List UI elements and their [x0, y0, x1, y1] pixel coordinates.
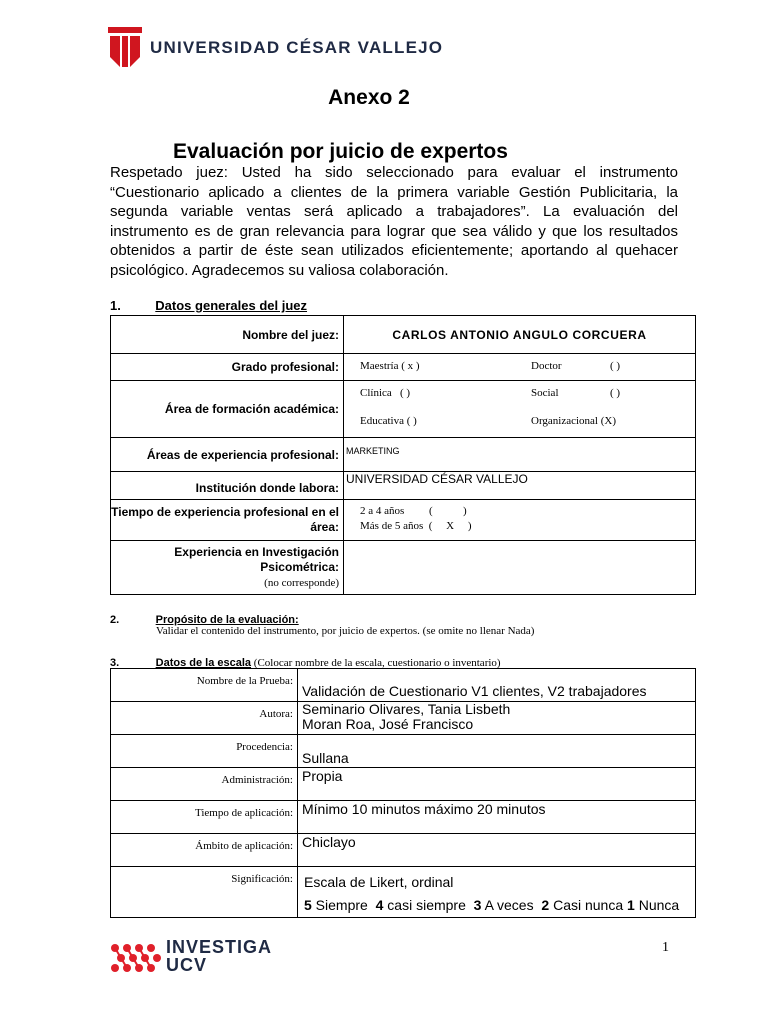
- research-experience-label: Experiencia en Investigación Psicométrica: (no corresponde): [111, 541, 344, 595]
- judge-name-label: Nombre del juez:: [111, 316, 344, 354]
- likert-scale: 5 Siempre 4 casi siempre 3 A veces 2 Casi nunca 1 Nunca: [304, 897, 680, 913]
- institution-value: UNIVERSIDAD CÉSAR VALLEJO: [344, 472, 696, 500]
- area-label: Área de formación académica:: [111, 381, 344, 438]
- main-title: Evaluación por juicio de expertos: [173, 140, 508, 163]
- judge-name-value: CARLOS ANTONIO ANGULO CORCUERA: [344, 316, 696, 354]
- application-time-label: Tiempo de aplicación:: [111, 801, 298, 834]
- grade-options: Maestría ( x ) Doctor ( ): [344, 354, 696, 381]
- section2-heading: 2. Propósito de la evaluación:: [110, 614, 299, 626]
- investiga-logo-text: INVESTIGA UCV: [166, 937, 273, 975]
- institution-label: Institución donde labora:: [111, 472, 344, 500]
- section1-heading: 1. Datos generales del juez: [110, 298, 308, 313]
- significance-value: Escala de Likert, ordinal 5 Siempre 4 casi siempre 3 A veces 2 Casi nunca 1 Nunca: [298, 867, 696, 918]
- application-scope-value: Chiclayo: [298, 834, 696, 867]
- author-label: Autora:: [111, 702, 298, 735]
- origin-value: Sullana: [298, 735, 696, 768]
- experience-areas-value: MARKETING: [344, 438, 696, 472]
- intro-paragraph: Respetado juez: Usted ha sido seleccionado para evaluar el instrumento “Cuestionario aplicado a clientes de la primera variable Gestión Publicitaria, la segunda variable ventas será aplicado a trabajadores”. La evaluación del instrumento es de gran relevancia para lograr que sea válido y que los resultados obtenidos a partir de éste sean utilizados eficientemente; aportando al quehacer psicológico. Agradecemos su valiosa colaboración.: [110, 164, 678, 279]
- annex-title: Anexo 2: [328, 86, 410, 109]
- research-experience-value: [344, 541, 696, 595]
- scale-data-table: [110, 668, 696, 918]
- administration-label: Administración:: [111, 768, 298, 801]
- section3-heading: 3. Datos de la escala (Colocar nombre de la escala, cuestionario o inventario): [110, 657, 501, 669]
- origin-label: Procedencia:: [111, 735, 298, 768]
- experience-time-label: Tiempo de experiencia profesional en el área:: [111, 500, 344, 541]
- test-name-label: Nombre de la Prueba:: [111, 669, 298, 702]
- experience-time-options: 2 a 4 años ( ) Más de 5 años ( X ): [344, 500, 696, 541]
- administration-value: Propia: [298, 768, 696, 801]
- author-value: Seminario Olivares, Tania Lisbeth Moran Roa, José Francisco: [298, 702, 696, 735]
- application-time-value: Mínimo 10 minutos máximo 20 minutos: [298, 801, 696, 834]
- judge-data-table: [110, 315, 696, 595]
- area-options: Clínica ( ) Social ( ) Educativa ( ) Organizacional (X): [344, 381, 696, 438]
- university-name: UNIVERSIDAD CÉSAR VALLEJO: [150, 38, 444, 57]
- section2-text: Validar el contenido del instrumento, por juicio de expertos. (se omite no llenar Nada): [156, 625, 535, 637]
- test-name-value: Validación de Cuestionario V1 clientes, V2 trabajadores: [298, 669, 696, 702]
- ucv-shield-logo-icon: [108, 27, 142, 67]
- grade-label: Grado profesional:: [111, 354, 344, 381]
- page-number: 1: [662, 940, 669, 955]
- experience-areas-label: Áreas de experiencia profesional:: [111, 438, 344, 472]
- significance-label: Significación:: [111, 867, 298, 918]
- application-scope-label: Ámbito de aplicación:: [111, 834, 298, 867]
- investiga-molecule-icon: [110, 940, 162, 974]
